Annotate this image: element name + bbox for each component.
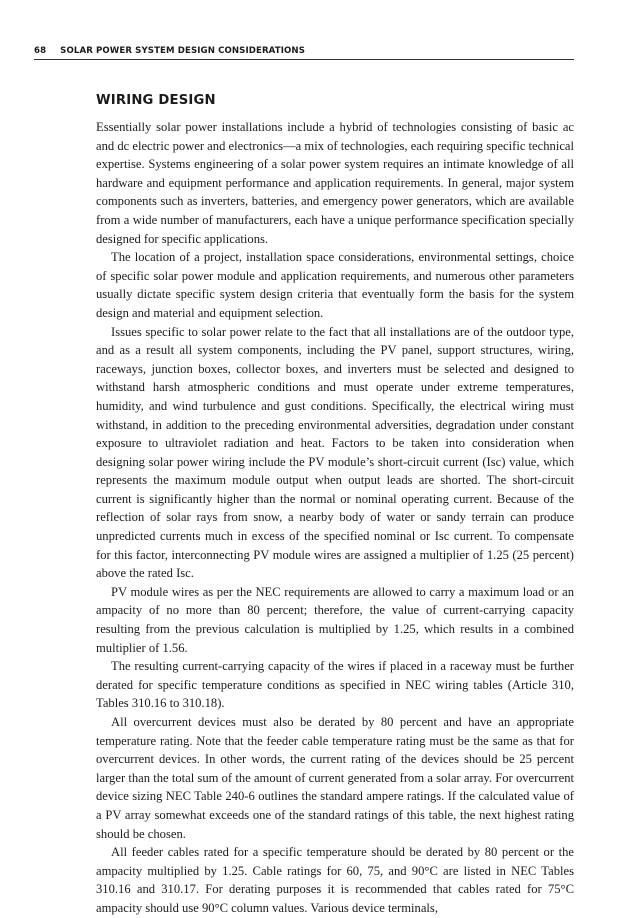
page-number: 68 xyxy=(34,46,47,56)
header-rule xyxy=(34,59,574,60)
paragraph-3: Issues specific to solar power relate to the fact that all installations are of the outdoor type, and as a result all system components, including the PV panel, support structures, wiring, raceways, junction boxes, collector boxes, and inverters must be selected and designed to withstand harsh atmospheric conditions and must operate under extreme temperatures, humidity, and wind turbulence and gust conditions. Specifically, the electrical wiring must withstand, in addition to the preceding environmental adversities, degradation under constant exposure to ultraviolet radiation and heat. Factors to be taken into consideration when designing solar power wiring include the PV module’s short-circuit current (Isc) value, which represents the maximum module output when output leads are shorted. The short-circuit current is significantly higher than the normal or nominal operating current. Because of the reflection of solar rays from snow, a nearby body of water or sandy terrain can produce unpredicted currents much in excess of the specified nominal or Isc current. To compensate for this factor, interconnecting PV module wires are assigned a multiplier of 1.25 (25 percent) above the rated Isc. xyxy=(96,324,574,581)
paragraph-7: All feeder cables rated for a specific temperature should be derated by 80 percent or the ampacity multiplied by 1.25. Cable ratings for 60, 75, and 90°C are listed in NEC Tables 310.16 and 310.17. For derating purposes it is recommended that cables rated for 75°C ampacity should use 90°C column values. Various device terminals, xyxy=(96,845,574,915)
paragraph-4: PV module wires as per the NEC requirements are allowed to carry a maximum load or an ampacity of no more than 80 percent; therefore, the value of current-carrying capacity resulting from the previous calculation is multiplied by 1.25, which results in a combined multiplier of 1.56. xyxy=(96,584,574,655)
paragraph-6: All overcurrent devices must also be derated by 80 percent and have an appropriate temperature rating. Note that the feeder cable temperature rating must be the same as that for overcurrent devices. In other words, the current rating of the devices should be 25 percent larger than the total sum of the amount of current generated from a solar array. For overcurrent device sizing NEC Table 240-6 outlines the standard ampere ratings. If the calculated value of a PV array somewhat exceeds one of the standard ratings of this table, the next highest rating should be chosen. xyxy=(96,715,574,841)
section-heading: WIRING DESIGN xyxy=(96,93,216,108)
running-title: SOLAR POWER SYSTEM DESIGN CONSIDERATIONS xyxy=(60,46,306,56)
paragraph-1: Essentially solar power installations include a hybrid of technologies consisting of basic ac and dc electric power and electronics—a mix of technologies, each requiring specific technical expertise. Systems engineering of a solar power system requires an intimate knowledge of all hardware and equipment performance and application requirements. In general, major system components such as inverters, batteries, and emergency power generators, which are available from a wide number of manufacturers, each have a unique performance specification specially designed for specific applications. xyxy=(96,120,575,246)
paragraph-2: The location of a project, installation space considerations, environmental settings, choice of specific solar power module and application requirements, and numerous other parameters usually dictate specific system design criteria that eventually form the basis for the system design and material and equipment selection. xyxy=(96,250,574,320)
running-header xyxy=(34,46,574,60)
paragraph-5: The resulting current-carrying capacity of the wires if placed in a raceway must be further derated for specific temperature conditions as specified in NEC wiring tables (Article 310, Tables 310.16 to 310.18). xyxy=(96,659,574,711)
body-text xyxy=(96,118,574,918)
